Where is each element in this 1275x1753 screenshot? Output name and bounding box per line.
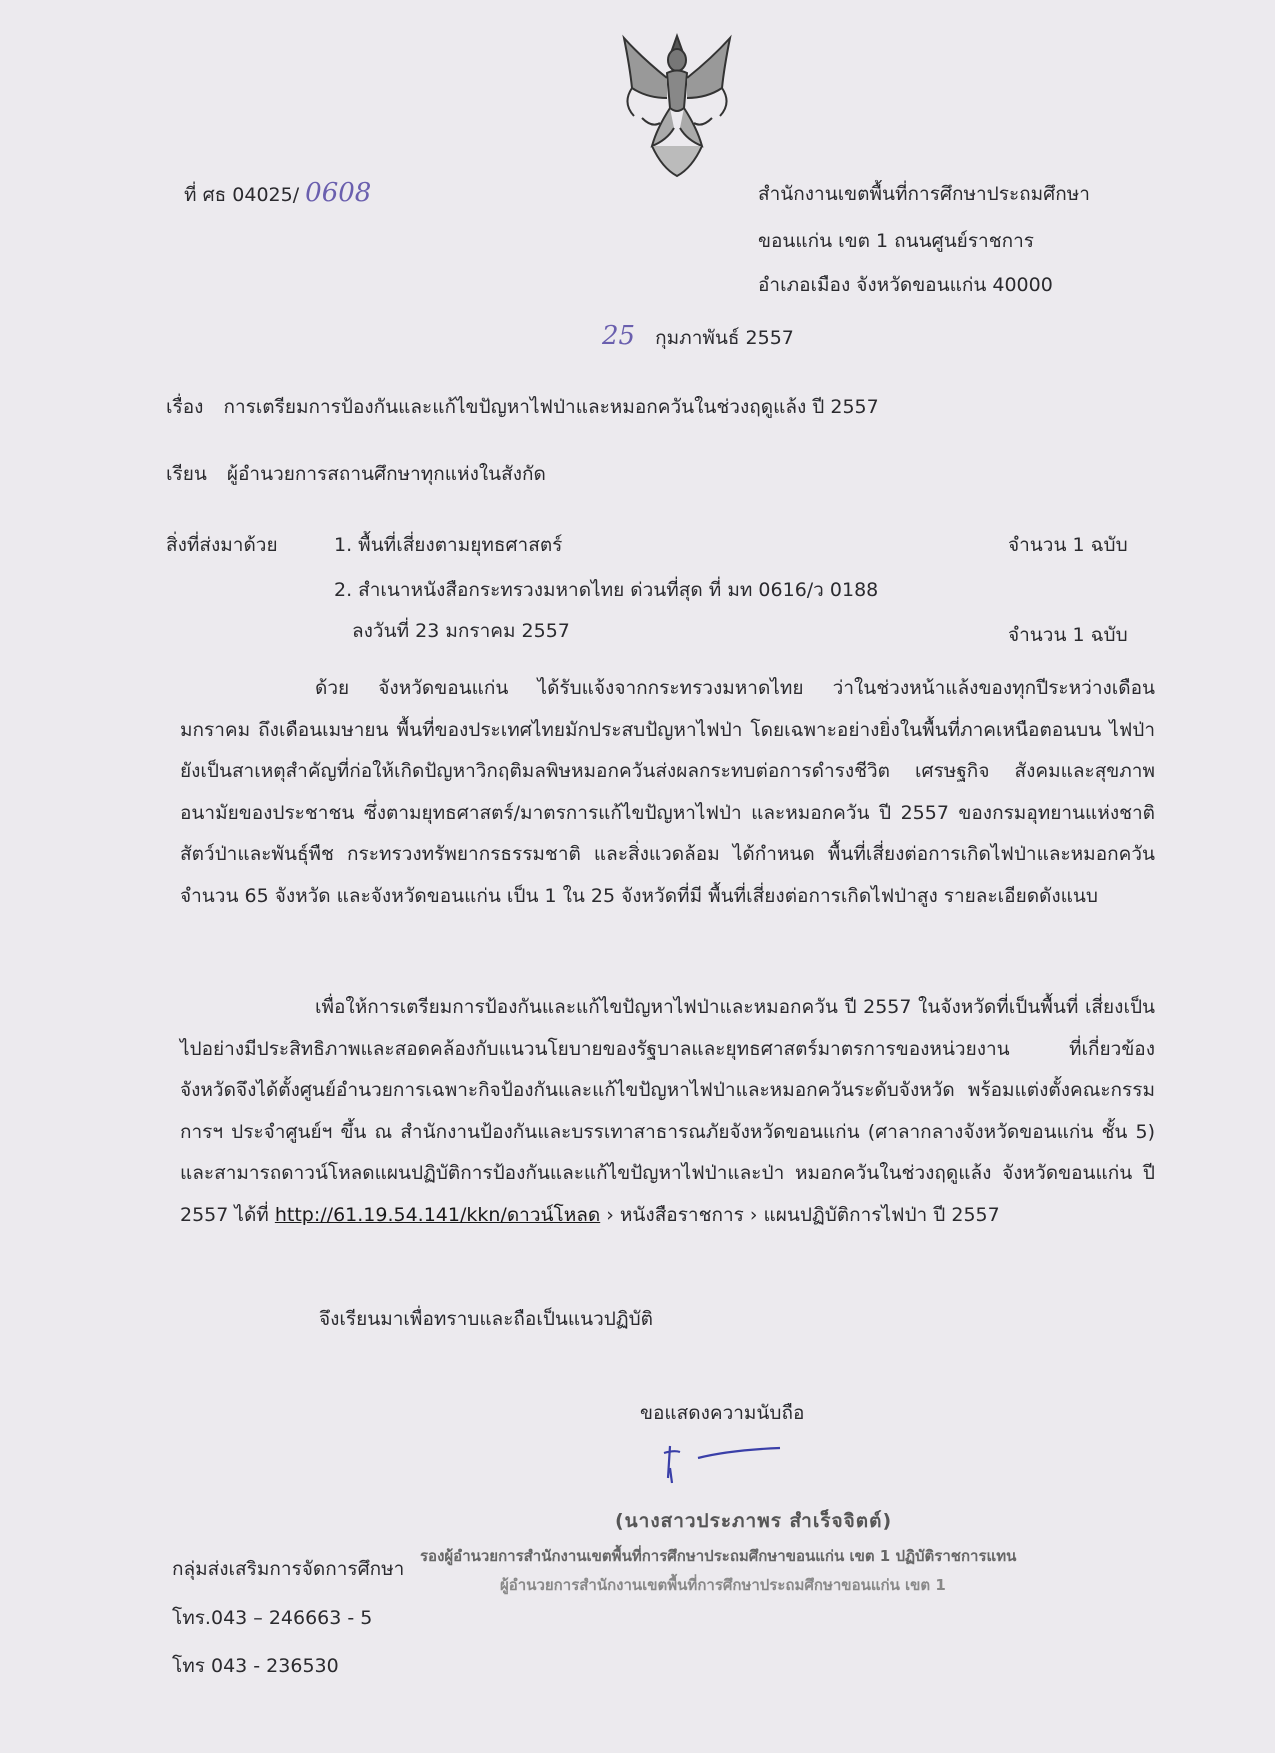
recipient-label: เรียน bbox=[166, 463, 207, 485]
signature-stamp bbox=[420, 1506, 1120, 1616]
office-address-line-1: สำนักงานเขตพื้นที่การศึกษาประถมศึกษา bbox=[758, 183, 1090, 205]
letter-date bbox=[602, 323, 794, 351]
document-number-prefix: ที่ ศธ 04025/ bbox=[184, 184, 300, 206]
document-number bbox=[184, 180, 371, 208]
recipient-line bbox=[166, 461, 546, 487]
download-link[interactable]: http://61.19.54.141/kkn/ดาวน์โหลด bbox=[274, 1203, 601, 1226]
office-address-line-3: อำเภอเมือง จังหวัดขอนแก่น 40000 bbox=[758, 274, 1053, 296]
body-paragraph-3: จึงเรียนมาเพื่อทราบและถือเป็นแนวปฏิบัติ bbox=[319, 1308, 653, 1330]
body-paragraph-1-text: ด้วย จังหวัดขอนแก่น ได้รับแจ้งจากกระทรวงมหาดไทย ว่าในช่วงหน้าแล้งของทุกปีระหว่างเดือน มกราคม ถึงเดือนเมษายน พื้นที่ของประเทศไทยมักประสบปัญหาไฟป่า โดยเฉพาะอย่างยิ่งในพื้นที่ภาคเหนือตอนบน ไฟป่ายังเป็นสาเหตุสำคัญที่ก่อให้เกิดปัญหาวิกฤติมลพิษหมอกควันส่งผลกระทบต่อการดำรงชีวิต เศรษฐกิจ สังคมและสุขภาพอนามัยของประชาชน ซึ่งตามยุทธศาสตร์/มาตรการแก้ไขปัญหาไฟป่า และหมอกควัน ปี 2557 ของกรมอุทยานแห่งชาติ สัตว์ป่าและพันธุ์พืช กระทรวงทรัพยากรธรรมชาติ และสิ่งแวดล้อม ได้กำหนด พื้นที่เสี่ยงต่อการเกิดไฟป่าและหมอกควัน จำนวน 65 จังหวัด และจังหวัดขอนแก่น เป็น 1 ใน 25 จังหวัดที่มี พื้นที่เสี่ยงต่อการเกิดไฟป่าสูง รายละเอียดดังแนบ bbox=[180, 677, 1155, 907]
enclosure-item-2-line-1: 2. สำเนาหนังสือกระทรวงมหาดไทย ด่วนที่สุด ที่ มท 0616/ว 0188 bbox=[334, 579, 879, 601]
enclosure-item-2-line-2: ลงวันที่ 23 มกราคม 2557 bbox=[352, 620, 570, 642]
garuda-emblem-icon bbox=[612, 28, 742, 183]
body-paragraph-2-tail: › หนังสือราชการ › แผนปฏิบัติการไฟป่า ปี 2557 bbox=[606, 1203, 1000, 1226]
footer-department: กลุ่มส่งเสริมการจัดการศึกษา bbox=[172, 1558, 405, 1580]
enclosure-item-1: 1. พื้นที่เสี่ยงตามยุทธศาสตร์ bbox=[334, 534, 563, 556]
handwritten-signature bbox=[660, 1428, 800, 1488]
stamp-position-line-2: ผู้อำนวยการสำนักงานเขตพื้นที่การศึกษาประถมศึกษาขอนแก่น เขต 1 bbox=[500, 1576, 946, 1594]
subject-line bbox=[166, 394, 879, 420]
stamp-position-line-1: รองผู้อำนวยการสำนักงานเขตพื้นที่การศึกษาประถมศึกษาขอนแก่น เขต 1 ปฏิบัติราชการแทน bbox=[420, 1547, 1017, 1565]
date-month-year: กุมภาพันธ์ 2557 bbox=[655, 327, 794, 349]
enclosures-label: สิ่งที่ส่งมาด้วย bbox=[166, 534, 278, 556]
body-paragraph-2-text: เพื่อให้การเตรียมการป้องกันและแก้ไขปัญหาไฟป่าและหมอกควัน ปี 2557 ในจังหวัดที่เป็นพื้นที่ เสี่ยงเป็นไปอย่างมีประสิทธิภาพและสอดคล้องกับแนวนโยบายของรัฐบาลและยุทธศาสตร์มาตรการของหน่วยงาน ที่เกี่ยวข้อง จังหวัดจึงได้ตั้งศูนย์อำนวยการเฉพาะกิจป้องกันและแก้ไขปัญหาไฟป่าและหมอกควันระดับจังหวัด พร้อมแต่งตั้งคณะกรรมการฯ ประจำศูนย์ฯ ขึ้น ณ สำนักงานป้องกันและบรรเทาสาธารณภัยจังหวัดขอนแก่น (ศาลากลางจังหวัดขอนแก่น ชั้น 5) และสามารถดาวน์โหลดแผนปฏิบัติการป้องกันและแก้ไขปัญหาไฟป่าและป่า หมอกควันในช่วงฤดูแล้ง จังหวัดขอนแก่น ปี 2557 ได้ที่ bbox=[180, 996, 1155, 1226]
office-address-line-2: ขอนแก่น เขต 1 ถนนศูนย์ราชการ bbox=[758, 230, 1034, 252]
closing-regards: ขอแสดงความนับถือ bbox=[640, 1402, 805, 1424]
footer-phone-2: โทร 043 - 236530 bbox=[172, 1655, 339, 1677]
body-paragraph-1 bbox=[180, 668, 1155, 917]
enclosure-item-1-count: จำนวน 1 ฉบับ bbox=[1008, 534, 1128, 556]
footer-phone-1: โทร.043 – 246663 - 5 bbox=[172, 1607, 373, 1629]
body-paragraph-2 bbox=[180, 987, 1155, 1236]
recipient-text: ผู้อำนวยการสถานศึกษาทุกแห่งในสังกัด bbox=[226, 463, 546, 485]
document-number-handwritten: 0608 bbox=[305, 178, 372, 208]
stamp-name: (นางสาวประภาพร สำเร็จจิตต์) bbox=[615, 1510, 893, 1532]
subject-label: เรื่อง bbox=[166, 396, 204, 418]
subject-text: การเตรียมการป้องกันและแก้ไขปัญหาไฟป่าและหมอกควันในช่วงฤดูแล้ง ปี 2557 bbox=[223, 396, 879, 418]
enclosure-item-2-count: จำนวน 1 ฉบับ bbox=[1008, 624, 1128, 646]
date-day-handwritten: 25 bbox=[602, 321, 636, 351]
